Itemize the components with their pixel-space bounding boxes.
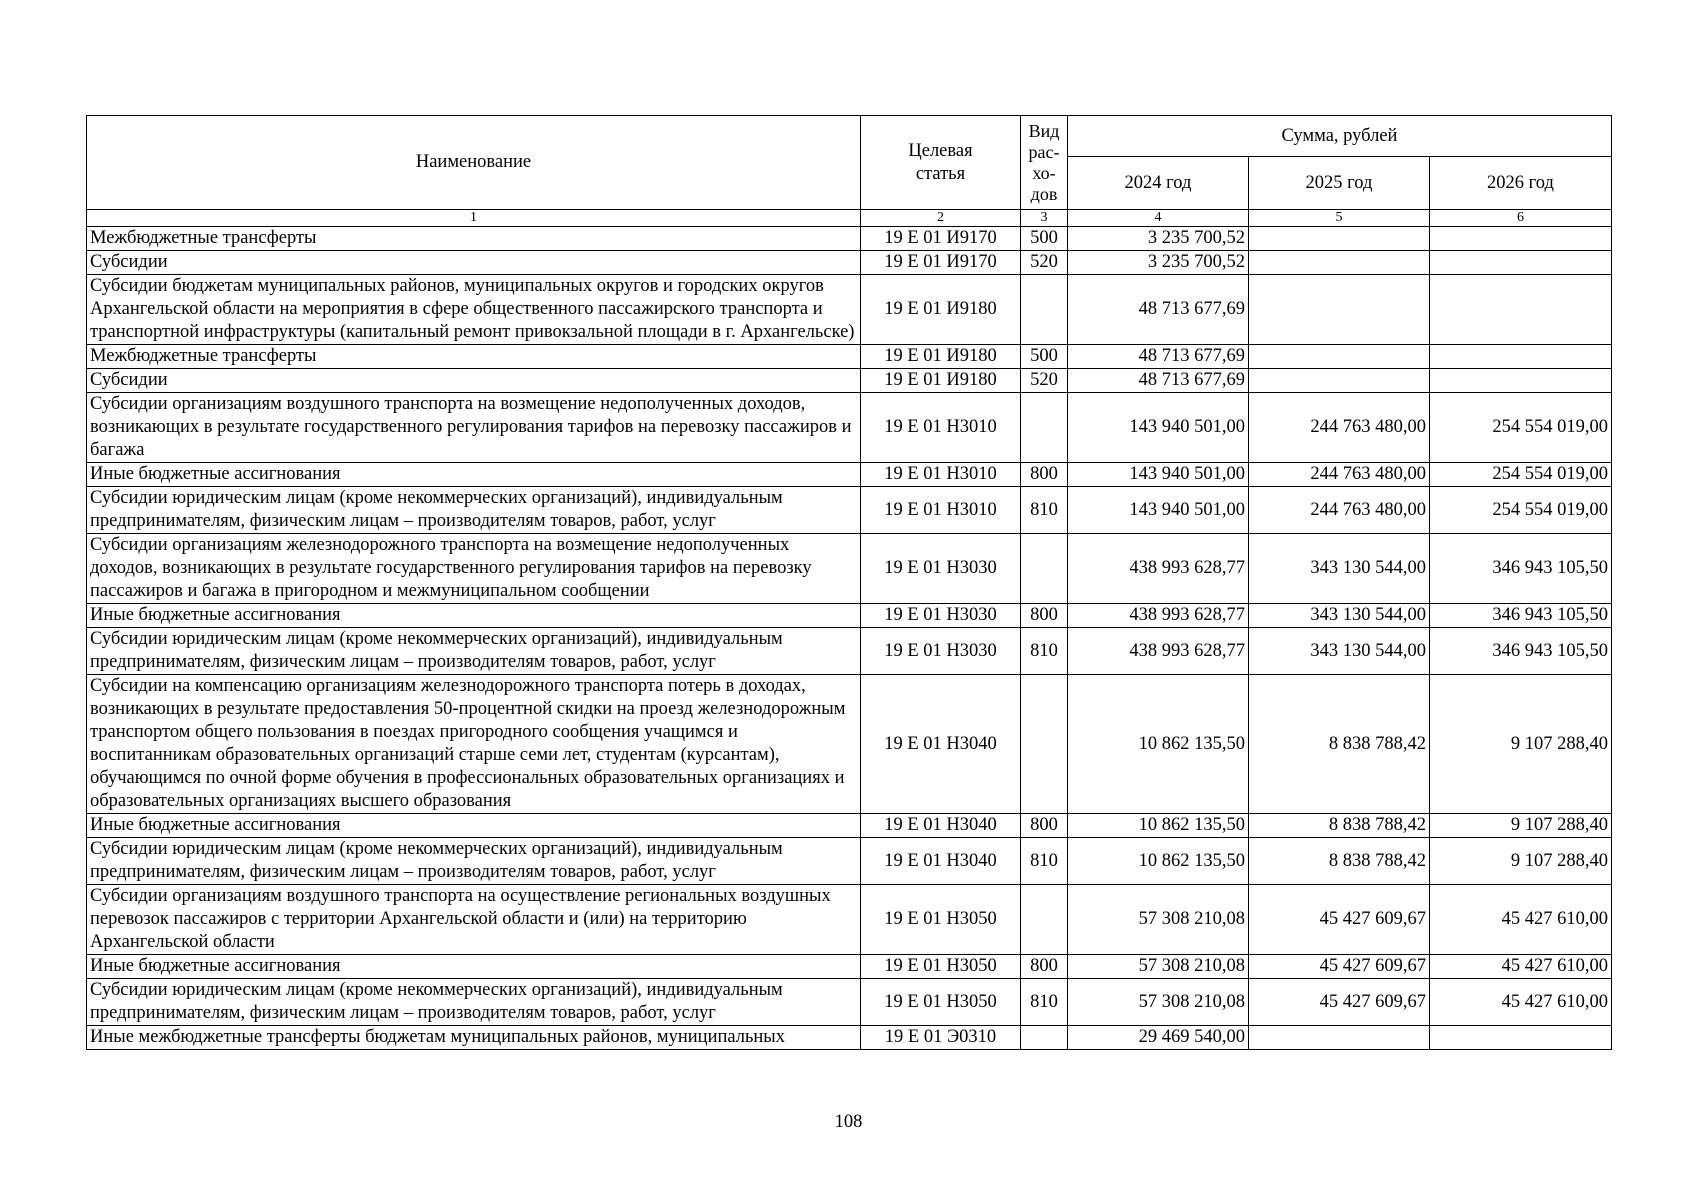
header-name: Наименование xyxy=(87,116,861,210)
row-name: Иные бюджетные ассигнования xyxy=(87,814,861,838)
row-target-code: 19 Е 01 Н3050 xyxy=(861,979,1021,1026)
row-name: Иные бюджетные ассигнования xyxy=(87,604,861,628)
row-target-code: 19 Е 01 И9180 xyxy=(861,369,1021,393)
row-amount-2024: 3 235 700,52 xyxy=(1068,227,1249,251)
table-row xyxy=(87,885,1612,955)
row-amount-2026 xyxy=(1430,227,1612,251)
row-amount-2025: 343 130 544,00 xyxy=(1249,628,1430,675)
table-row xyxy=(87,1026,1612,1050)
table-row xyxy=(87,955,1612,979)
column-number-2: 2 xyxy=(861,210,1021,227)
row-amount-2024: 29 469 540,00 xyxy=(1068,1026,1249,1050)
row-amount-2025: 8 838 788,42 xyxy=(1249,838,1430,885)
header-kind-line3: хо- xyxy=(1032,162,1056,183)
row-amount-2026: 254 554 019,00 xyxy=(1430,487,1612,534)
row-target-code: 19 Е 01 Э0310 xyxy=(861,1026,1021,1050)
row-target-code: 19 Е 01 Н3040 xyxy=(861,838,1021,885)
row-name: Субсидии организациям воздушного транспорта на возмещение недополученных доходов, возникающих в результате государственного регулирования тарифов на перевозку пассажиров и багажа xyxy=(87,393,861,463)
row-amount-2024: 48 713 677,69 xyxy=(1068,275,1249,345)
row-amount-2025: 244 763 480,00 xyxy=(1249,393,1430,463)
row-amount-2024: 438 993 628,77 xyxy=(1068,604,1249,628)
row-amount-2026: 9 107 288,40 xyxy=(1430,814,1612,838)
row-amount-2026: 45 427 610,00 xyxy=(1430,979,1612,1026)
row-expense-kind: 800 xyxy=(1021,955,1068,979)
row-target-code: 19 Е 01 Н3030 xyxy=(861,534,1021,604)
row-name: Субсидии бюджетам муниципальных районов, муниципальных округов и городских округов Архангельской области на мероприятия в сфере общественного пассажирского транспорта и транспортной инфраструктуры (капитальный ремонт привокзальной площади в г. Архангельске) xyxy=(87,275,861,345)
row-amount-2024: 57 308 210,08 xyxy=(1068,885,1249,955)
row-amount-2026: 346 943 105,50 xyxy=(1430,534,1612,604)
row-name: Субсидии на компенсацию организациям железнодорожного транспорта потерь в доходах, возникающих в результате предоставления 50-процентной скидки на проезд железнодорожным транспортом общего пользования в поездах пригородного сообщения учащимся и воспитанникам образовательных организаций старше семи лет, студентам (курсантам), обучающимся по очной форме обучения в профессиональных образовательных организациях и образовательных организациях высшего образования xyxy=(87,675,861,814)
row-amount-2026: 254 554 019,00 xyxy=(1430,463,1612,487)
column-number-5: 5 xyxy=(1249,210,1430,227)
row-amount-2025: 244 763 480,00 xyxy=(1249,487,1430,534)
row-name: Иные межбюджетные трансферты бюджетам муниципальных районов, муниципальных xyxy=(87,1026,861,1050)
table-row xyxy=(87,369,1612,393)
header-2025: 2025 год xyxy=(1249,157,1430,210)
page-number: 108 xyxy=(834,1112,863,1132)
row-amount-2026 xyxy=(1430,345,1612,369)
row-name: Субсидии xyxy=(87,251,861,275)
table-row xyxy=(87,275,1612,345)
table-row xyxy=(87,979,1612,1026)
row-amount-2025: 343 130 544,00 xyxy=(1249,604,1430,628)
row-target-code: 19 Е 01 Н3040 xyxy=(861,675,1021,814)
row-target-code: 19 Е 01 И9180 xyxy=(861,345,1021,369)
row-expense-kind: 810 xyxy=(1021,979,1068,1026)
row-expense-kind: 500 xyxy=(1021,227,1068,251)
row-name: Субсидии юридическим лицам (кроме некоммерческих организаций), индивидуальным предпринимателям, физическим лицам – производителям товаров, работ, услуг xyxy=(87,979,861,1026)
row-expense-kind: 520 xyxy=(1021,369,1068,393)
row-target-code: 19 Е 01 Н3050 xyxy=(861,955,1021,979)
column-number-1: 1 xyxy=(87,210,861,227)
row-target-code: 19 Е 01 Н3030 xyxy=(861,604,1021,628)
table-row xyxy=(87,838,1612,885)
row-amount-2024: 57 308 210,08 xyxy=(1068,979,1249,1026)
row-amount-2026: 346 943 105,50 xyxy=(1430,628,1612,675)
row-expense-kind: 800 xyxy=(1021,604,1068,628)
table-row xyxy=(87,227,1612,251)
table-row xyxy=(87,675,1612,814)
row-amount-2025 xyxy=(1249,1026,1430,1050)
header-kind-line1: Вид xyxy=(1028,120,1060,141)
row-amount-2025: 45 427 609,67 xyxy=(1249,979,1430,1026)
row-amount-2025: 343 130 544,00 xyxy=(1249,534,1430,604)
row-amount-2026 xyxy=(1430,275,1612,345)
column-number-3: 3 xyxy=(1021,210,1068,227)
row-expense-kind xyxy=(1021,1026,1068,1050)
header-2024: 2024 год xyxy=(1068,157,1249,210)
row-name: Межбюджетные трансферты xyxy=(87,227,861,251)
table-row xyxy=(87,604,1612,628)
row-amount-2026: 254 554 019,00 xyxy=(1430,393,1612,463)
row-amount-2025: 45 427 609,67 xyxy=(1249,955,1430,979)
column-number-row xyxy=(87,210,1612,227)
table-row xyxy=(87,345,1612,369)
header-kind xyxy=(1021,116,1068,210)
row-target-code: 19 Е 01 Н3010 xyxy=(861,393,1021,463)
row-amount-2024: 438 993 628,77 xyxy=(1068,628,1249,675)
row-name: Субсидии организациям железнодорожного транспорта на возмещение недополученных доходов, возникающих в результате государственного регулирования тарифов на перевозку пассажиров и багажа в пригородном и межмуниципальном сообщении xyxy=(87,534,861,604)
table-row xyxy=(87,534,1612,604)
header-target xyxy=(861,116,1021,210)
row-amount-2025 xyxy=(1249,275,1430,345)
row-name: Субсидии xyxy=(87,369,861,393)
row-name: Межбюджетные трансферты xyxy=(87,345,861,369)
row-name: Субсидии юридическим лицам (кроме некоммерческих организаций), индивидуальным предпринимателям, физическим лицам – производителям товаров, работ, услуг xyxy=(87,628,861,675)
row-target-code: 19 Е 01 И9170 xyxy=(861,251,1021,275)
row-amount-2025: 45 427 609,67 xyxy=(1249,885,1430,955)
row-amount-2026: 45 427 610,00 xyxy=(1430,955,1612,979)
row-amount-2026: 346 943 105,50 xyxy=(1430,604,1612,628)
row-name: Субсидии организациям воздушного транспорта на осуществление региональных воздушных перевозок пассажиров с территории Архангельской области и (или) на территорию Архангельской области xyxy=(87,885,861,955)
row-name: Субсидии юридическим лицам (кроме некоммерческих организаций), индивидуальным предпринимателям, физическим лицам – производителям товаров, работ, услуг xyxy=(87,838,861,885)
row-amount-2026 xyxy=(1430,369,1612,393)
row-amount-2024: 48 713 677,69 xyxy=(1068,369,1249,393)
row-expense-kind: 800 xyxy=(1021,814,1068,838)
header-target-line1: Целевая xyxy=(908,140,973,161)
row-amount-2024: 438 993 628,77 xyxy=(1068,534,1249,604)
column-number-6: 6 xyxy=(1430,210,1612,227)
row-expense-kind: 520 xyxy=(1021,251,1068,275)
row-expense-kind: 810 xyxy=(1021,628,1068,675)
header-row xyxy=(87,116,1612,157)
row-expense-kind xyxy=(1021,675,1068,814)
row-target-code: 19 Е 01 И9170 xyxy=(861,227,1021,251)
row-name: Иные бюджетные ассигнования xyxy=(87,955,861,979)
row-amount-2025: 8 838 788,42 xyxy=(1249,675,1430,814)
row-amount-2026: 9 107 288,40 xyxy=(1430,675,1612,814)
row-target-code: 19 Е 01 Н3040 xyxy=(861,814,1021,838)
row-amount-2025: 8 838 788,42 xyxy=(1249,814,1430,838)
row-amount-2024: 143 940 501,00 xyxy=(1068,487,1249,534)
row-amount-2024: 10 862 135,50 xyxy=(1068,838,1249,885)
row-amount-2025 xyxy=(1249,227,1430,251)
header-target-line2: статья xyxy=(915,163,966,184)
header-sum: Сумма, рублей xyxy=(1068,116,1612,157)
row-expense-kind: 810 xyxy=(1021,487,1068,534)
row-target-code: 19 Е 01 И9180 xyxy=(861,275,1021,345)
row-amount-2024: 10 862 135,50 xyxy=(1068,675,1249,814)
row-expense-kind: 500 xyxy=(1021,345,1068,369)
row-target-code: 19 Е 01 Н3010 xyxy=(861,463,1021,487)
table-row xyxy=(87,463,1612,487)
row-target-code: 19 Е 01 Н3050 xyxy=(861,885,1021,955)
row-amount-2026 xyxy=(1430,251,1612,275)
row-amount-2025 xyxy=(1249,369,1430,393)
table-row xyxy=(87,487,1612,534)
row-expense-kind xyxy=(1021,534,1068,604)
header-kind-line4: дов xyxy=(1030,183,1058,204)
table-row xyxy=(87,251,1612,275)
table-row xyxy=(87,814,1612,838)
header-2026: 2026 год xyxy=(1430,157,1612,210)
row-expense-kind: 810 xyxy=(1021,838,1068,885)
budget-table xyxy=(86,115,1612,1050)
row-amount-2026: 9 107 288,40 xyxy=(1430,838,1612,885)
table-row xyxy=(87,393,1612,463)
row-amount-2025 xyxy=(1249,345,1430,369)
row-amount-2024: 143 940 501,00 xyxy=(1068,393,1249,463)
row-amount-2026 xyxy=(1430,1026,1612,1050)
row-amount-2024: 10 862 135,50 xyxy=(1068,814,1249,838)
row-amount-2024: 48 713 677,69 xyxy=(1068,345,1249,369)
table-row xyxy=(87,628,1612,675)
row-amount-2024: 57 308 210,08 xyxy=(1068,955,1249,979)
row-amount-2026: 45 427 610,00 xyxy=(1430,885,1612,955)
row-name: Иные бюджетные ассигнования xyxy=(87,463,861,487)
row-expense-kind xyxy=(1021,275,1068,345)
row-expense-kind xyxy=(1021,393,1068,463)
row-amount-2024: 3 235 700,52 xyxy=(1068,251,1249,275)
row-target-code: 19 Е 01 Н3010 xyxy=(861,487,1021,534)
column-number-4: 4 xyxy=(1068,210,1249,227)
row-expense-kind: 800 xyxy=(1021,463,1068,487)
row-target-code: 19 Е 01 Н3030 xyxy=(861,628,1021,675)
row-amount-2025: 244 763 480,00 xyxy=(1249,463,1430,487)
row-name: Субсидии юридическим лицам (кроме некоммерческих организаций), индивидуальным предпринимателям, физическим лицам – производителям товаров, работ, услуг xyxy=(87,487,861,534)
row-amount-2024: 143 940 501,00 xyxy=(1068,463,1249,487)
header-kind-line2: рас- xyxy=(1028,141,1060,162)
row-expense-kind xyxy=(1021,885,1068,955)
row-amount-2025 xyxy=(1249,251,1430,275)
